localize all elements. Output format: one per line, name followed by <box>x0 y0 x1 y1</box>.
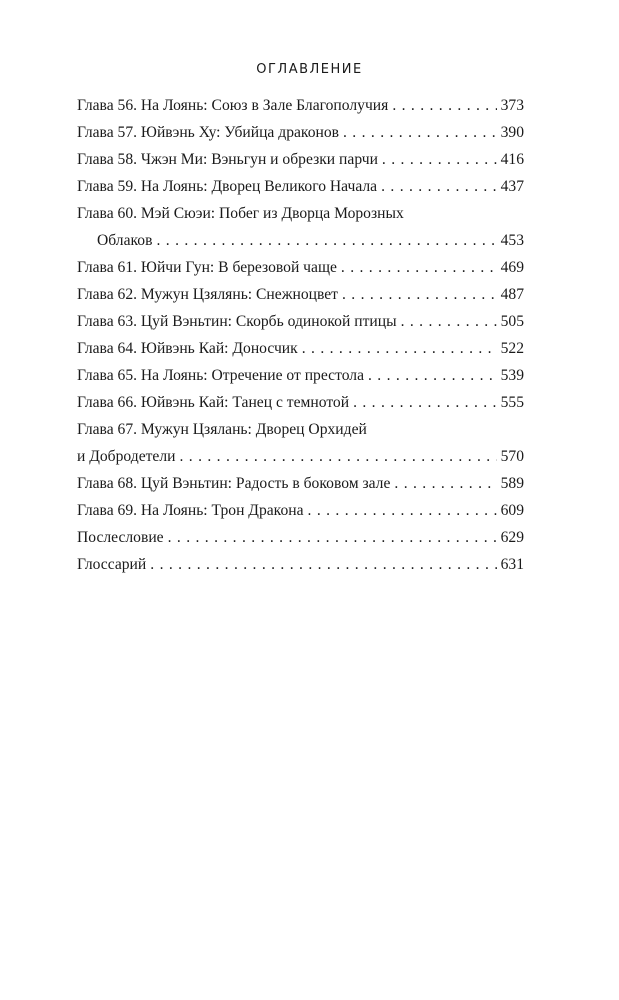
toc-entry-page: 555 <box>500 394 524 411</box>
toc-dot-leader <box>343 119 497 146</box>
toc-entry[interactable] <box>77 119 524 146</box>
toc-entry-title: Глоссарий <box>77 556 147 573</box>
toc-entry-page: 453 <box>500 232 524 249</box>
toc-entry-page: 570 <box>500 448 524 465</box>
toc-dot-leader <box>341 254 497 281</box>
toc-entry[interactable] <box>77 146 524 173</box>
toc-entry[interactable] <box>77 254 524 281</box>
table-of-contents <box>77 92 524 578</box>
toc-entry-title: Глава 65. На Лоянь: Отречение от престола <box>77 367 364 384</box>
toc-entry-page: 373 <box>500 97 524 114</box>
toc-entry-title: Глава 64. Юйвэнь Кай: Доносчик <box>77 340 298 357</box>
toc-entry[interactable] <box>77 281 524 308</box>
toc-entry-title: Глава 59. На Лоянь: Дворец Великого Начала <box>77 178 378 195</box>
toc-dot-leader <box>308 497 497 524</box>
toc-dot-leader <box>302 335 497 362</box>
toc-entry[interactable] <box>77 173 524 200</box>
toc-entry-title: Глава 56. На Лоянь: Союз в Зале Благополучия <box>77 97 389 114</box>
toc-entry[interactable] <box>77 92 524 119</box>
toc-dot-leader <box>150 551 496 578</box>
toc-entry-page: 629 <box>500 529 524 546</box>
toc-entry-title: Глава 57. Юйвэнь Ху: Убийца драконов <box>77 124 339 141</box>
toc-entry-page: 505 <box>500 313 524 330</box>
toc-entry-title: Глава 68. Цуй Вэньтин: Радость в боковом зале <box>77 475 391 492</box>
toc-dot-leader <box>368 362 497 389</box>
toc-entry-title: Глава 61. Юйчи Гун: В березовой чаще <box>77 259 337 276</box>
toc-dot-leader <box>168 524 497 551</box>
toc-entry-title-line1: Глава 60. Мэй Сюэи: Побег из Дворца Морозных <box>77 205 404 222</box>
toc-dot-leader <box>394 470 496 497</box>
toc-entry[interactable] <box>77 335 524 362</box>
toc-dot-leader <box>179 443 496 470</box>
toc-entry-title: Глава 66. Юйвэнь Кай: Танец с темнотой <box>77 394 350 411</box>
toc-entry[interactable] <box>77 470 524 497</box>
toc-entry[interactable] <box>77 524 524 551</box>
toc-entry-page: 416 <box>500 151 524 168</box>
toc-entry[interactable] <box>77 308 524 335</box>
page-title: ОГЛАВЛЕНИЕ <box>256 62 363 77</box>
toc-entry-title-line1: Глава 67. Мужун Цзялань: Дворец Орхидей <box>77 421 367 438</box>
toc-dot-leader <box>381 173 497 200</box>
toc-dot-leader <box>353 389 497 416</box>
toc-entry-page: 469 <box>500 259 524 276</box>
toc-entry-title: Послесловие <box>77 529 164 546</box>
toc-entry-page: 539 <box>500 367 524 384</box>
toc-entry[interactable] <box>77 416 524 470</box>
toc-dot-leader <box>382 146 497 173</box>
toc-entry[interactable] <box>77 200 524 254</box>
toc-entry-page: 631 <box>500 556 524 573</box>
toc-entry-title-line2: Облаков <box>97 232 153 249</box>
toc-entry[interactable] <box>77 389 524 416</box>
toc-entry-title: Глава 62. Мужун Цзялянь: Снежноцвет <box>77 286 338 303</box>
toc-entry-page: 609 <box>500 502 524 519</box>
toc-dot-leader <box>342 281 497 308</box>
toc-entry-title: Глава 58. Чжэн Ми: Вэньгун и обрезки парчи <box>77 151 378 168</box>
toc-entry-page: 589 <box>500 475 524 492</box>
toc-entry-page: 390 <box>500 124 524 141</box>
toc-entry[interactable] <box>77 551 524 578</box>
toc-entry-title: Глава 63. Цуй Вэньтин: Скорбь одинокой птицы <box>77 313 397 330</box>
toc-entry-title-line2: и Добродетели <box>77 448 176 465</box>
toc-entry-page: 437 <box>500 178 524 195</box>
toc-entry-page: 522 <box>500 340 524 357</box>
toc-dot-leader <box>392 92 496 119</box>
toc-entry[interactable] <box>77 497 524 524</box>
toc-entry-page: 487 <box>500 286 524 303</box>
toc-dot-leader <box>156 227 496 254</box>
toc-entry-title: Глава 69. На Лоянь: Трон Дракона <box>77 502 304 519</box>
toc-dot-leader <box>401 308 497 335</box>
toc-entry[interactable] <box>77 362 524 389</box>
